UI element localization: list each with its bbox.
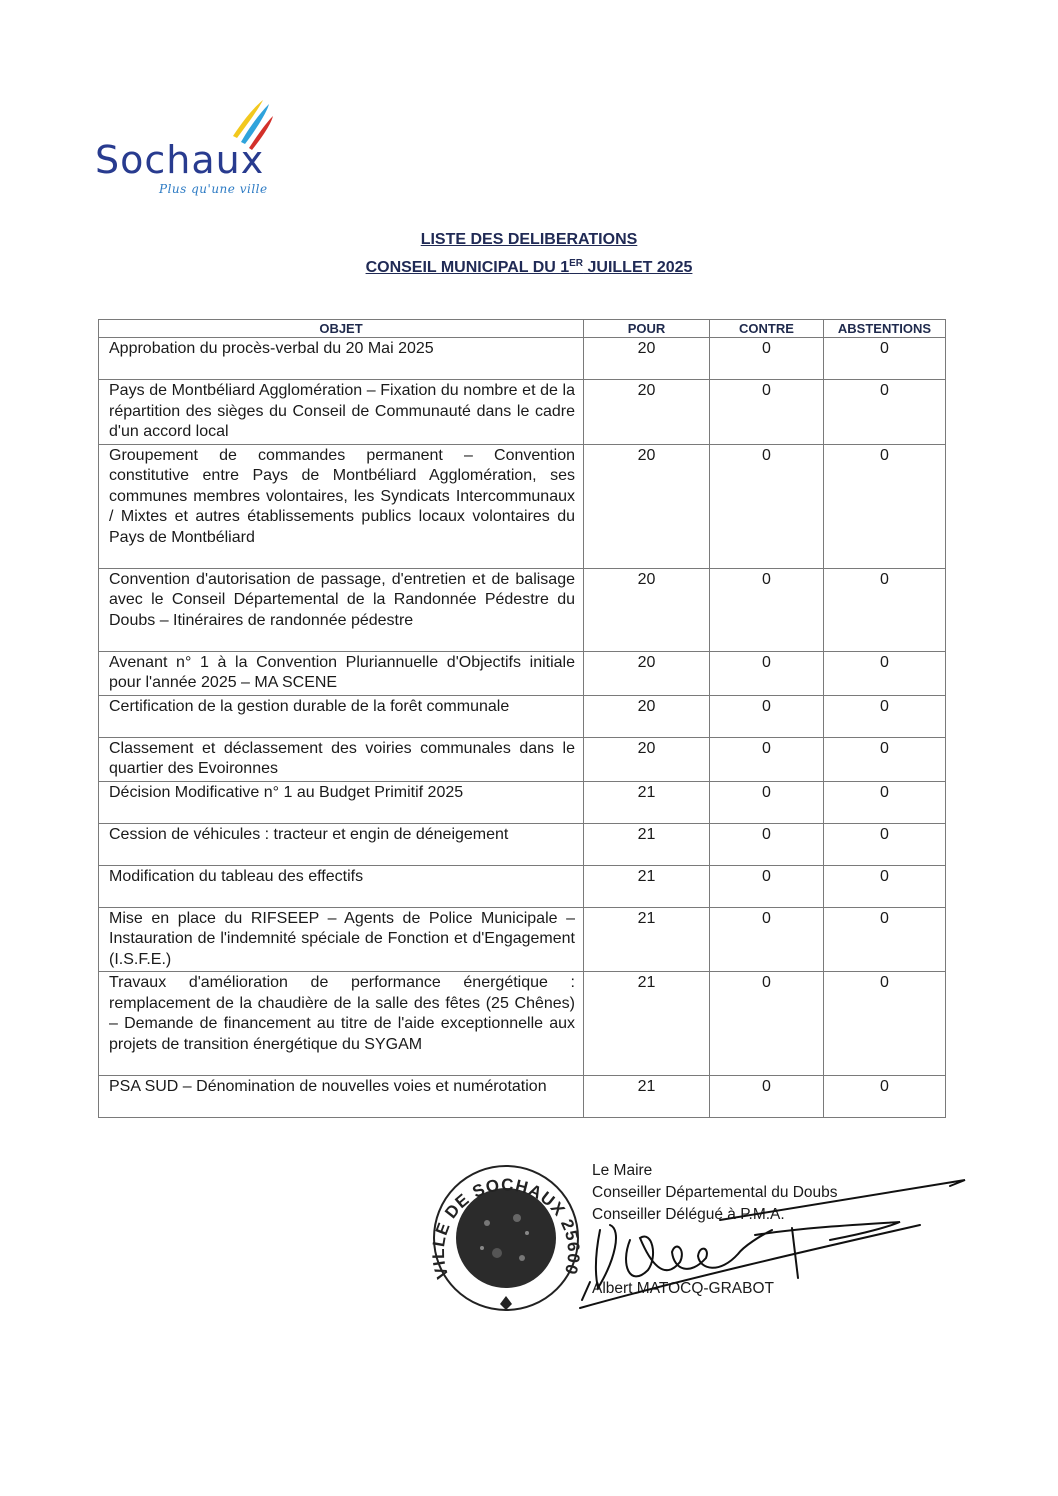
table-row [99,972,946,1076]
cell-contre: 0 [710,380,824,445]
cell-objet: Classement et déclassement des voiries communales dans le quartier des Evoironnes [99,737,584,781]
title-line-2-sup: ER [569,258,584,269]
title-line-2-prefix: CONSEIL MUNICIPAL DU 1 [365,259,570,276]
cell-contre: 0 [710,651,824,695]
cell-objet: Cession de véhicules : tracteur et engin de déneigement [99,823,584,865]
table-row [99,737,946,781]
table-row [99,823,946,865]
cell-pour: 20 [584,338,710,380]
cell-contre: 0 [710,1076,824,1118]
cell-objet: Convention d'autorisation de passage, d'entretien et de balisage avec le Conseil Départemental de la Randonnée Pédestre du Doubs – Itinéraires de randonnée pédestre [99,568,584,651]
cell-contre: 0 [710,972,824,1076]
seal-postcode: 25600 [556,1216,584,1278]
cell-objet: Pays de Montbéliard Agglomération – Fixation du nombre et de la répartition des sièges du Conseil de Communauté dans le cadre d'un accord local [99,380,584,445]
table-header-row [99,320,946,338]
title-line-2 [0,252,1058,280]
cell-pour: 20 [584,695,710,737]
document-title [0,228,1058,280]
cell-contre: 0 [710,823,824,865]
cell-objet: Modification du tableau des effectifs [99,865,584,907]
sochaux-logo [95,96,315,206]
header-contre: CONTRE [710,320,824,338]
cell-abstentions: 0 [824,972,946,1076]
cell-contre: 0 [710,568,824,651]
cell-abstentions: 0 [824,907,946,972]
title-line-1: LISTE DES DELIBERATIONS [420,231,638,248]
cell-pour: 21 [584,972,710,1076]
cell-abstentions: 0 [824,737,946,781]
cell-objet: PSA SUD – Dénomination de nouvelles voies et numérotation [99,1076,584,1118]
cell-abstentions: 0 [824,338,946,380]
handwritten-signature-icon [560,1170,980,1310]
table-row [99,1076,946,1118]
cell-objet: Avenant n° 1 à la Convention Pluriannuelle d'Objectifs initiale pour l'année 2025 – MA SCENE [99,651,584,695]
table-row [99,444,946,568]
cell-objet: Groupement de commandes permanent – Convention constitutive entre Pays de Montbéliard Agglomération, ses communes membres volontaires, les Syndicats Intercommunaux / Mixtes et autres établissements publics locaux volontaires du Pays de Montbéliard [99,444,584,568]
cell-pour: 21 [584,865,710,907]
cell-objet: Certification de la gestion durable de la forêt communale [99,695,584,737]
table-row [99,865,946,907]
logo-name: Sochaux [95,138,265,182]
cell-contre: 0 [710,865,824,907]
table-row [99,568,946,651]
signature-title-mayor: Le Maire [592,1162,653,1179]
table-row [99,380,946,445]
cell-abstentions: 0 [824,1076,946,1118]
cell-pour: 20 [584,444,710,568]
cell-pour: 20 [584,651,710,695]
cell-contre: 0 [710,737,824,781]
seal-text: VILLE DE SOCHAUX [428,1175,570,1282]
cell-abstentions: 0 [824,695,946,737]
cell-objet: Approbation du procès-verbal du 20 Mai 2025 [99,338,584,380]
table-row [99,651,946,695]
table-row [99,781,946,823]
cell-abstentions: 0 [824,823,946,865]
cell-abstentions: 0 [824,568,946,651]
cell-abstentions: 0 [824,380,946,445]
cell-contre: 0 [710,444,824,568]
signature-title-departmental: Conseiller Départemental du Doubs [592,1184,838,1201]
cell-abstentions: 0 [824,651,946,695]
cell-abstentions: 0 [824,865,946,907]
cell-objet: Décision Modificative n° 1 au Budget Primitif 2025 [99,781,584,823]
cell-pour: 21 [584,781,710,823]
header-abstentions: ABSTENTIONS [824,320,946,338]
cell-contre: 0 [710,781,824,823]
cell-pour: 21 [584,907,710,972]
cell-contre: 0 [710,695,824,737]
deliberations-table [98,319,946,1118]
table-row [99,907,946,972]
cell-objet: Mise en place du RIFSEEP – Agents de Police Municipale – Instauration de l'indemnité spéciale de Fonction et d'Engagement (I.S.F.E.) [99,907,584,972]
table-row [99,695,946,737]
cell-pour: 20 [584,737,710,781]
cell-objet: Travaux d'amélioration de performance énergétique : remplacement de la chaudière de la salle des fêtes (25 Chênes) – Demande de financement au titre de l'aide exceptionnelle aux projets de transition énergétique du SYGAM [99,972,584,1076]
header-pour: POUR [584,320,710,338]
logo-tagline: Plus qu'une ville [159,182,268,196]
cell-pour: 20 [584,568,710,651]
title-line-2-suffix: JUILLET 2025 [583,259,693,276]
signature-title-delegate: Conseiller Délégué à P.M.A. [592,1206,785,1223]
cell-pour: 21 [584,823,710,865]
cell-abstentions: 0 [824,444,946,568]
cell-abstentions: 0 [824,781,946,823]
table-body [99,338,946,1118]
cell-pour: 21 [584,1076,710,1118]
cell-contre: 0 [710,907,824,972]
table-row [99,338,946,380]
header-objet: OBJET [99,320,584,338]
cell-contre: 0 [710,338,824,380]
signatory-name: Albert MATOCQ-GRABOT [592,1280,775,1297]
cell-pour: 20 [584,380,710,445]
